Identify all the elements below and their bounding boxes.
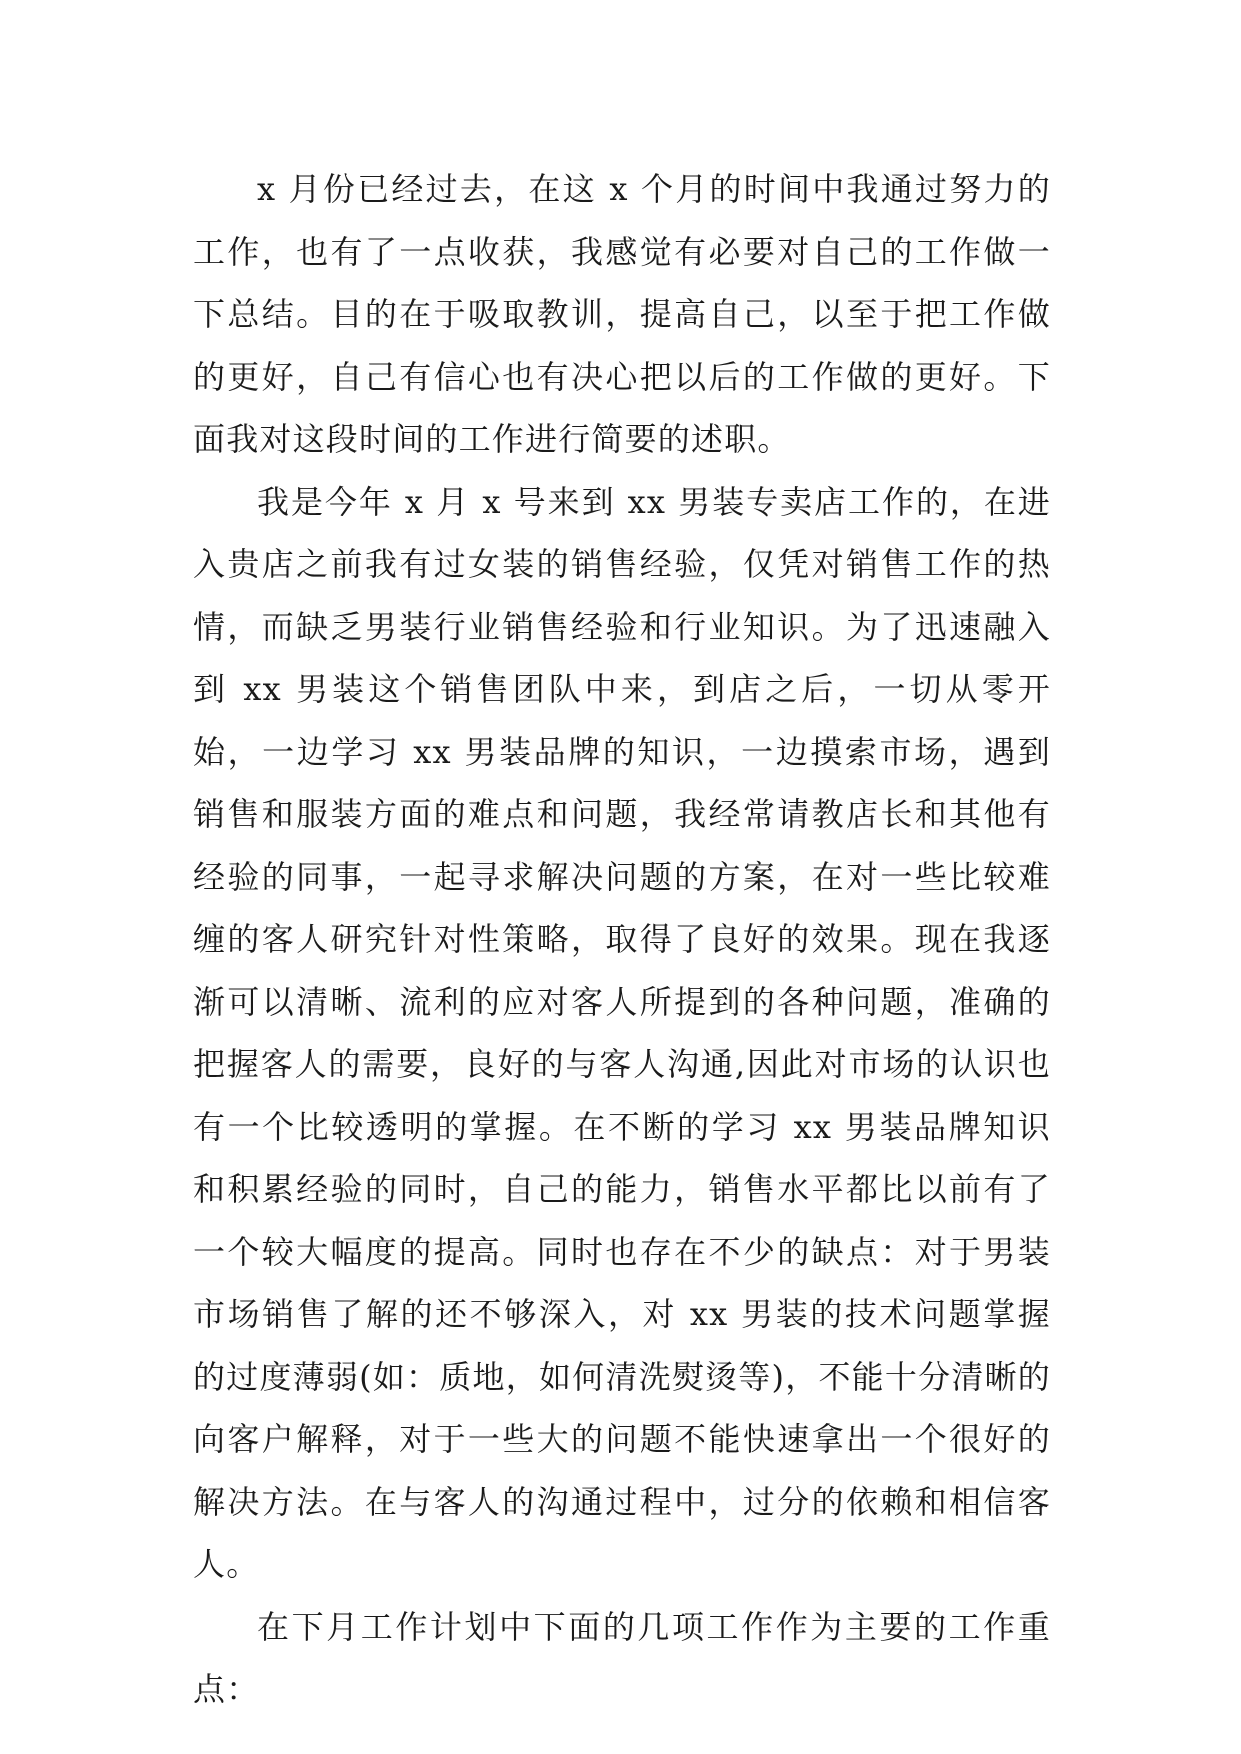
document-body (193, 158, 1051, 1721)
paragraph-next-month-plan: 在下月工作计划中下面的几项工作作为主要的工作重点： (193, 1607, 1051, 1708)
paragraph-intro: x 月份已经过去，在这 x 个月的时间中我通过努力的工作，也有了一点收获，我感觉有必要对自己的工作做一下总结。目的在于吸取教训，提高自己，以至于把工作做的更好，自己有信心也有决心把以后的工作做的更好。下面我对这段时间的工作进行简要的述职。 (193, 170, 1051, 458)
paragraph-work-experience: 我是今年 x 月 x 号来到 xx 男装专卖店工作的，在进入贵店之前我有过女装的销售经验，仅凭对销售工作的热情，而缺乏男装行业销售经验和行业知识。为了迅速融入到 xx 男装这个销售团队中来，到店之后，一切从零开始，一边学习 xx 男装品牌的知识，一边摸索市场，遇到销售和服装方面的难点和问题，我经常请教店长和其他有经验的同事，一起寻求解决问题的方案，在对一些比较难缠的客人研究针对性策略，取得了良好的效果。现在我逐渐可以清晰、流利的应对客人所提到的各种问题，准确的把握客人的需要，良好的与客人沟通,因此对市场的认识也有一个比较透明的掌握。在不断的学习 xx 男装品牌知识和积累经验的同时，自己的能力，销售水平都比以前有了一个较大幅度的提高。同时也存在不少的缺点：对于男装市场销售了解的还不够深入，对 xx 男装的技术问题掌握的过度薄弱(如：质地，如何清洗熨烫等)，不能十分清晰的向客户解释，对于一些大的问题不能快速拿出一个很好的解决方法。在与客人的沟通过程中，过分的依赖和相信客人。 (193, 482, 1051, 1583)
